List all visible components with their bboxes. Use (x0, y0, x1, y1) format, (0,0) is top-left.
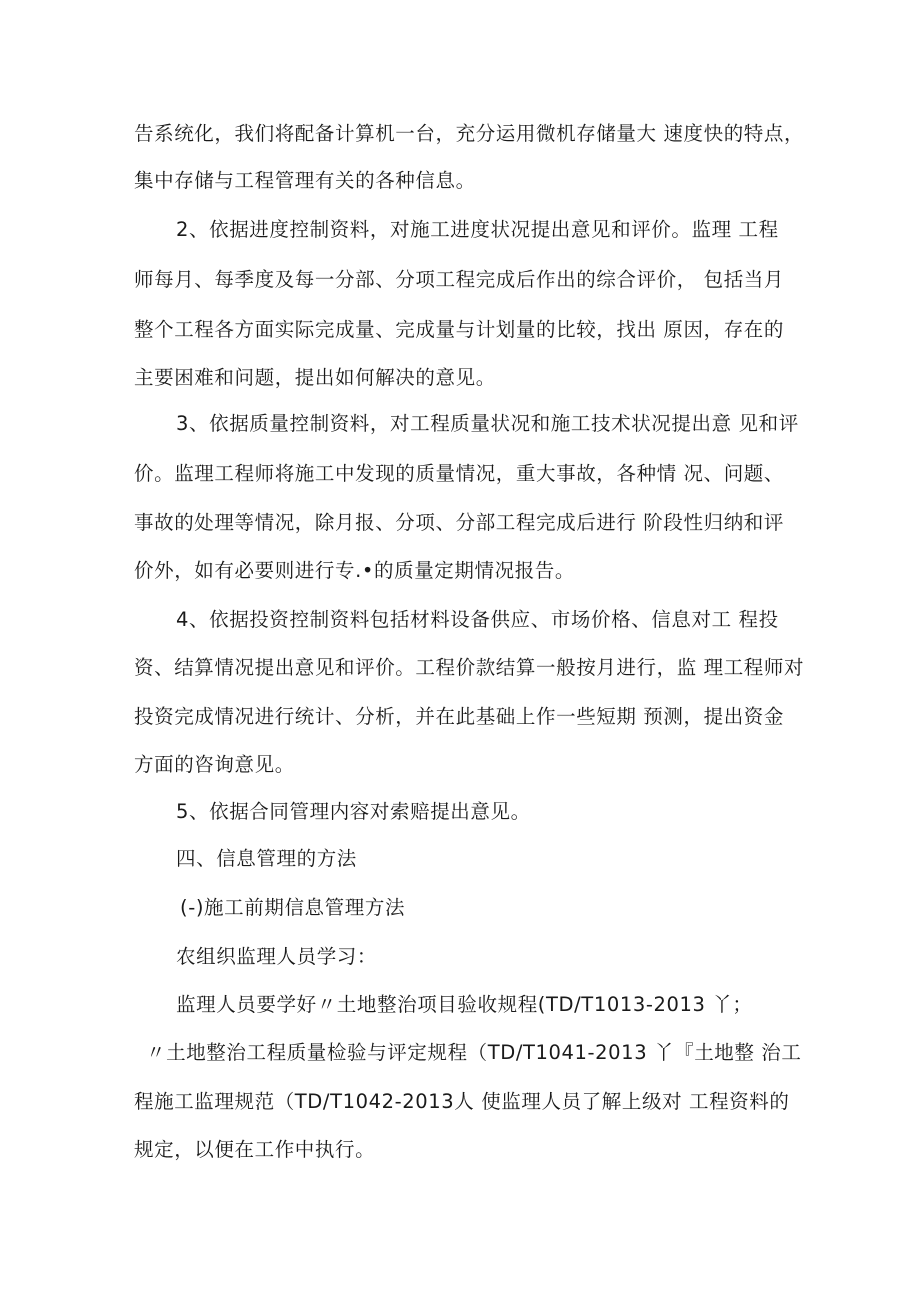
paragraph-line: 农组织监理人员学习： (176, 945, 378, 968)
paragraph-line: 程施工监理规范（TD/T1042-2013人 使监理人员了解上级对 工程资料的 (134, 1090, 790, 1113)
paragraph-line: 4、依据投资控制资料包括材料设备供应、市场价格、信息对工 程投 (176, 608, 779, 631)
paragraph-line: 价。监理工程师将施工中发现的质量情况，重大事故，各种情 况、问题、 (134, 462, 784, 485)
section-heading: 四、信息管理的方法 (176, 847, 357, 870)
paragraph-line: 2、依据进度控制资料，对施工进度状况提出意见和评价。监理 工程 (176, 218, 779, 241)
paragraph-line: 师每月、每季度及每一分部、分项工程完成后作出的综合评价， 包括当月 (134, 268, 784, 291)
paragraph-line: 方面的咨询意见。 (134, 753, 295, 776)
paragraph-line: 监理人员要学好〃土地整治项目验收规程(TD/T1013-2013 丫； (176, 993, 753, 1016)
paragraph-line: 〃土地整治工程质量检验与评定规程（TD/T1041-2013 丫『土地整 治工 (146, 1041, 802, 1064)
paragraph-line: 告系统化，我们将配备计算机一台，充分运用微机存储量大 速度快的特点， (134, 122, 805, 145)
paragraph-line: 集中存储与工程管理有关的各种信息。 (134, 169, 476, 192)
paragraph-line: 规定，以便在工作中执行。 (134, 1138, 376, 1161)
paragraph-line: 资、结算情况提出意见和评价。工程价款结算一般按月进行，监 理工程师对 (134, 656, 805, 679)
paragraph-line: 主要困难和问题，提出如何解决的意见。 (134, 366, 496, 389)
paragraph-line: 价外，如有必要则进行专.•的质量定期情况报告。 (134, 559, 576, 582)
paragraph-line: 事故的处理等情况，除月报、分项、分部工程完成后进行 阶段性归纳和评 (134, 511, 784, 534)
paragraph-line: 3、依据质量控制资料，对工程质量状况和施工技术状况提出意 见和评 (176, 412, 799, 435)
subsection-heading: (-)施工前期信息管理方法 (180, 896, 406, 919)
paragraph-line: 投资完成情况进行统计、分析，并在此基础上作一些短期 预测，提出资金 (134, 705, 784, 728)
paragraph-line: 整个工程各方面实际完成量、完成量与计划量的比较，找出 原因，存在的 (134, 318, 784, 341)
paragraph-line: 5、依据合同管理内容对索赔提出意见。 (176, 800, 531, 823)
